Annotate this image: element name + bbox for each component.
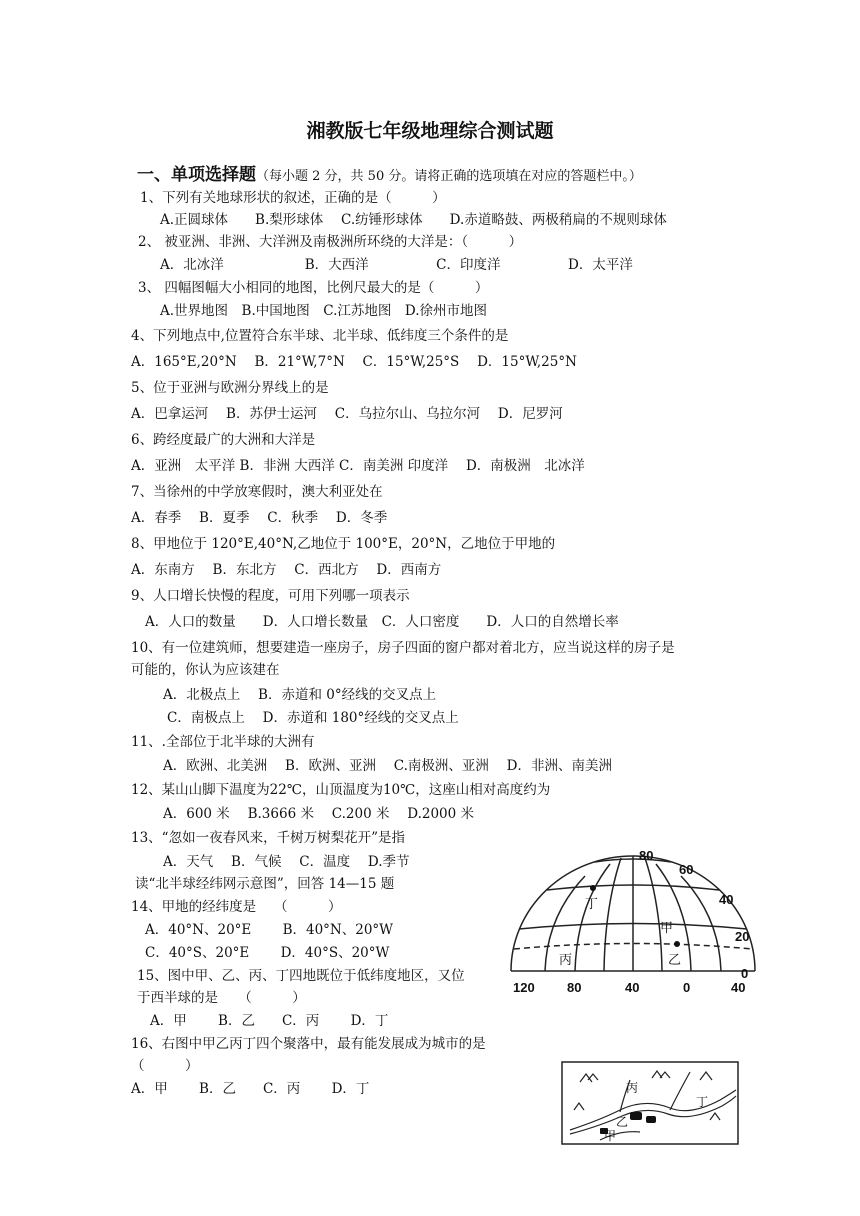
lat-label-80: 80: [639, 848, 654, 863]
point-jia-marker: [674, 941, 680, 947]
question-line: 13、“忽如一夜春风来，千树万树梨花开”是指: [131, 830, 405, 846]
question-line: C．南极点上 D．赤道和 180°经线的交叉点上: [167, 710, 459, 726]
settlement-map: [560, 1060, 740, 1146]
question-line: 4、下列地点中,位置符合东半球、北半球、低纬度三个条件的是: [131, 328, 509, 344]
question-line: A．40°N、20°E B．40°N、20°W: [145, 922, 394, 938]
section-note: （每小题 2 分，共 50 分。请将正确的选项填在对应的答题栏中。）: [256, 169, 642, 184]
map-label-bing: 丙: [626, 1081, 639, 1095]
question-line: A．甲 B．乙 C．丙 D．丁: [131, 1081, 370, 1097]
section-heading-text: 一、单项选择题: [137, 165, 256, 185]
question-line: 16、右图中甲乙丙丁四个聚落中，最有能发展成为城市的是: [131, 1036, 486, 1052]
lat-label-40: 40: [719, 892, 734, 907]
question-line: 14、甲地的经纬度是 （ ）: [131, 899, 342, 915]
lon-label-120: 120: [513, 980, 535, 995]
question-line: 11、.全部位于北半球的大洲有: [131, 734, 315, 750]
point-jia-label: 甲: [660, 921, 674, 936]
lat-label-0: 0: [741, 966, 749, 981]
map-label-yi: 乙: [616, 1115, 629, 1129]
map-label-jia: 甲: [604, 1129, 617, 1143]
question-line: C．40°S、20°E D．40°S、20°W: [145, 945, 390, 961]
question-line: 6、跨经度最广的大洲和大洋是: [131, 432, 316, 448]
question-line: 10、有一位建筑师，想要建造一座房子，房子四面的窗户都对着北方，应当说这样的房子是: [131, 640, 675, 656]
point-ding-marker: [590, 885, 596, 891]
question-line: A.世界地图 B.中国地图 C.江苏地图 D.徐州市地图: [160, 303, 488, 319]
question-line: 3、 四幅图幅大小相同的地图，比例尺最大的是（ ）: [138, 280, 489, 296]
lon-label-40w: 40: [625, 980, 640, 995]
section-heading: [137, 160, 642, 185]
question-line: （ ）: [131, 1058, 199, 1074]
graticule-figure: [505, 846, 765, 996]
question-line: 15、图中甲、乙、丙、丁四地既位于低纬度地区，又位: [137, 968, 465, 984]
point-bing-label: 丙: [559, 953, 573, 968]
lon-label-40e: 40: [731, 980, 746, 995]
question-line: A．巴拿运河 B．苏伊士运河 C．乌拉尔山、乌拉尔河 D．尼罗河: [131, 406, 563, 422]
question-line: A．欧洲、北美洲 B．欧洲、亚洲 C.南极洲、亚洲 D．非洲、南美洲: [163, 758, 613, 774]
question-line: A．亚洲 太平洋 B．非洲 大西洋 C．南美洲 印度洋 D．南极洲 北冰洋: [131, 458, 585, 474]
lat-label-20: 20: [735, 929, 750, 944]
question-line: 9、人口增长快慢的程度，可用下列哪一项表示: [131, 588, 410, 604]
lon-label-80: 80: [567, 980, 582, 995]
point-yi-label: 乙: [668, 953, 682, 968]
question-line: 5、位于亚洲与欧洲分界线上的是: [131, 380, 329, 396]
question-line: 2、 被亚洲、非洲、大洋洲及南极洲所环绕的大洋是：（ ）: [138, 234, 523, 250]
question-line: 8、甲地位于 120°E,40°N,乙地位于 100°E，20°N，乙地位于甲地的: [131, 536, 556, 552]
map-label-ding: 丁: [696, 1095, 709, 1109]
lat-label-60: 60: [679, 862, 694, 877]
question-line: A．北极点上 B．赤道和 0°经线的交叉点上: [163, 687, 437, 703]
question-line: A．600 米 B.3666 米 C.200 米 D.2000 米: [163, 806, 475, 822]
question-line: 1、下列有关地球形状的叙述，正确的是（ ）: [140, 190, 446, 206]
question-line: 可能的，你认为应该建在: [131, 662, 280, 678]
question-line: 12、某山山脚下温度为22℃，山顶温度为10℃，这座山相对高度约为: [131, 782, 551, 798]
question-line: A.正圆球体 B.梨形球体 C.纺锤形球体 D.赤道略鼓、两极稍扁的不规则球体: [160, 212, 667, 228]
point-ding-label: 丁: [585, 897, 599, 912]
question-line: A．天气 B．气候 C．温度 D.季节: [163, 854, 410, 870]
question-line: 读“北半球经纬网示意图”，回答 14—15 题: [135, 876, 395, 892]
question-line: A．人口的数量 D．人口增长数量 C．人口密度 D．人口的自然增长率: [145, 614, 619, 630]
question-line: A．北冰洋 B．大西洋 C．印度洋 D．太平洋: [160, 257, 633, 273]
question-line: 7、当徐州的中学放寒假时，澳大利亚处在: [131, 484, 383, 500]
page-title: 湘教版七年级地理综合测试题: [306, 120, 554, 142]
question-line: A．春季 B．夏季 C．秋季 D．冬季: [131, 510, 388, 526]
lon-label-0: 0: [683, 980, 691, 995]
question-line: 于西半球的是 （ ）: [137, 990, 306, 1006]
question-line: A．甲 B．乙 C．丙 D．丁: [150, 1013, 389, 1029]
question-line: A．东南方 B．东北方 C．西北方 D．西南方: [131, 562, 442, 578]
question-line: A．165°E,20°N B．21°W,7°N C．15°W,25°S D．15°W,25°N: [131, 354, 577, 370]
